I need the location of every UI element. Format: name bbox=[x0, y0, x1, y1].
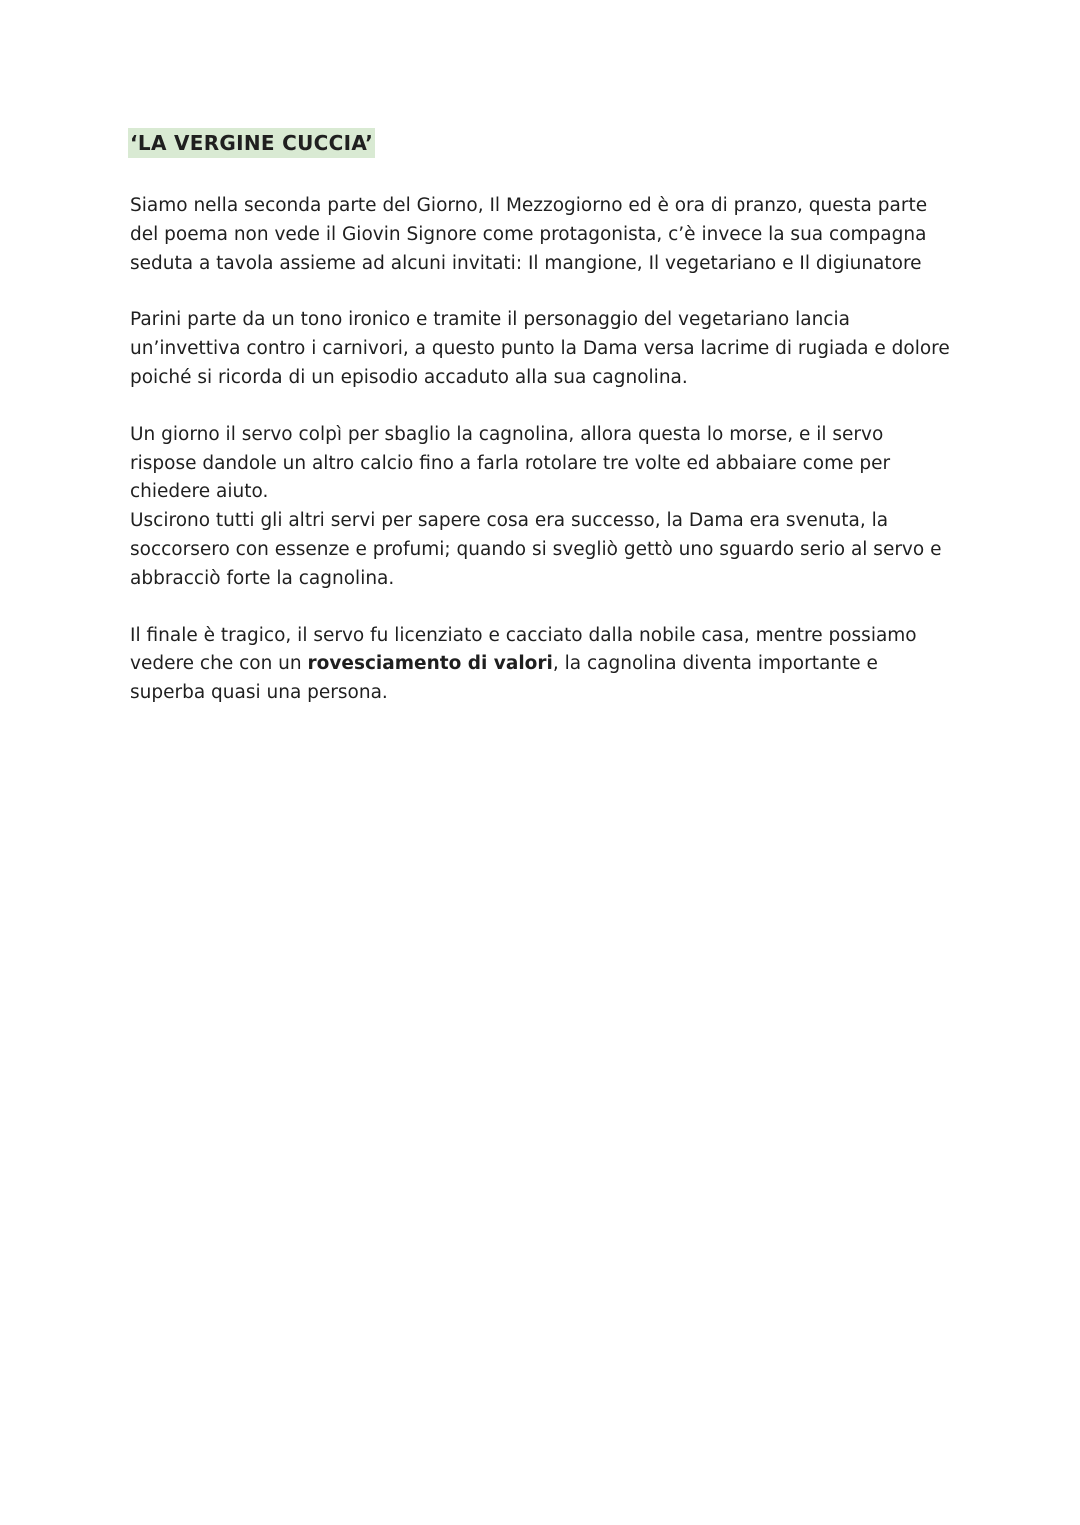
paragraph-finale bbox=[130, 622, 950, 708]
finale-text-start: Il finale è tragico, il servo fu licenziato e cacciato dalla nobile casa, mentre possiamo vedere che con un bbox=[130, 624, 917, 675]
paragraph-intro: Siamo nella seconda parte del Giorno, Il Mezzogiorno ed è ora di pranzo, questa parte del poema non vede il Giovin Signore come protagonista, c’è invece la sua compagna seduta a tavola assieme ad alcuni invitati: Il mangione, Il vegetariano e Il digiunatore bbox=[130, 195, 928, 274]
paragraph-fainting: Uscirono tutti gli altri servi per sapere cosa era successo, la Dama era svenuta, la soccorsero con essenze e profumi; quando si svegliò gettò uno sguardo serio al servo e abbracciò forte la cagnolina. bbox=[130, 510, 942, 589]
document-title: ‘LA VERGINE CUCCIA’ bbox=[128, 128, 375, 158]
document-page bbox=[130, 128, 950, 708]
finale-text-end: , la cagnolina diventa importante e superba quasi una persona. bbox=[130, 653, 878, 704]
finale-bold-phrase: rovesciamento di valori bbox=[307, 653, 553, 675]
paragraph-episode: Un giorno il servo colpì per sbaglio la cagnolina, allora questa lo morse, e il servo rispose dandole un altro calcio fino a farla rotolare tre volte ed abbaiare come per chiedere aiuto. bbox=[130, 423, 891, 503]
paragraph-invective: Parini parte da un tono ironico e tramite il personaggio del vegetariano lancia un’invettiva contro i carnivori, a questo punto la Dama versa lacrime di rugiada e dolore poiché si ricorda di un episodio accaduto alla sua cagnolina. bbox=[130, 309, 950, 388]
